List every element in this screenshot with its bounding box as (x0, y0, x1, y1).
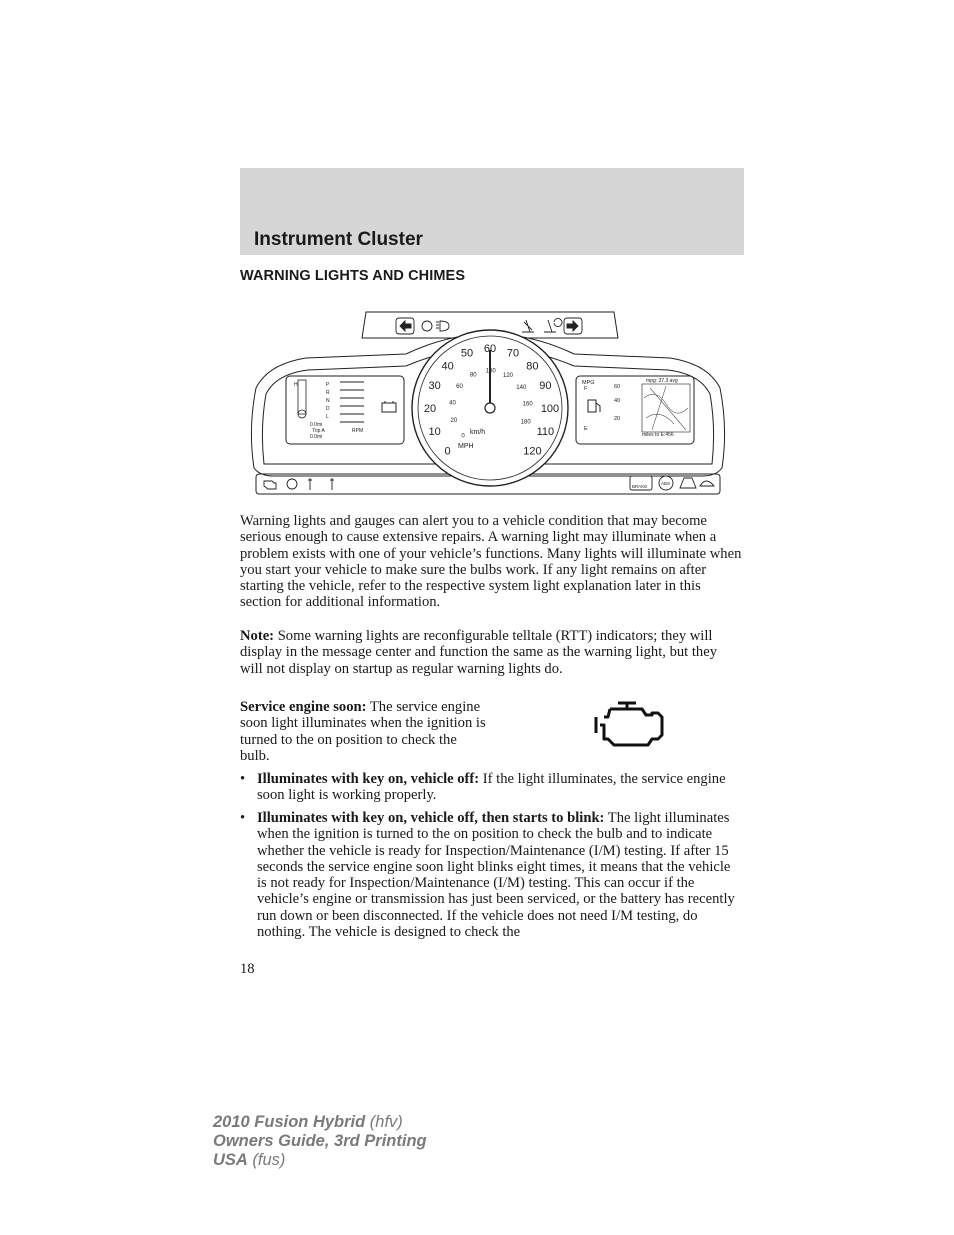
seatbelt-bottom-icon-2 (330, 478, 334, 490)
high-beam-icon (436, 321, 449, 331)
unit-mph: MPH (458, 443, 474, 450)
mpg-tick-40: 40 (614, 398, 621, 404)
page-header-title: Instrument Cluster (254, 229, 423, 250)
footer-model-code: (hfv) (365, 1113, 403, 1131)
trip-value: 0.0mi (310, 434, 323, 440)
header-band (240, 168, 744, 255)
fuel-pump-icon (588, 400, 600, 412)
gear-p: P (326, 382, 330, 388)
bullet-item-key-on-blink (240, 810, 742, 940)
kmh-tick-label: 160 (522, 401, 533, 408)
traction-control-icon (680, 478, 696, 488)
footer-market-code: (fus) (247, 1151, 286, 1169)
bullet-label: Illuminates with key on, vehicle off, then starts to blink: (257, 810, 605, 826)
mpg-label: MPG (582, 380, 595, 386)
kmh-tick-label: 120 (502, 373, 514, 380)
mpg-tick-20: 20 (614, 416, 621, 422)
mph-tick-label: 120 (523, 445, 542, 458)
mpg-tick-60: 60 (614, 384, 621, 390)
tire-pressure-icon (422, 321, 432, 331)
ses-label: Service engine soon: (240, 699, 367, 715)
gear-r: R (326, 390, 330, 396)
page-number: 18 (240, 961, 255, 977)
footer-model: 2010 Fusion Hybrid (213, 1113, 366, 1131)
note-text: Some warning lights are reconfigurable telltale (RTT) indicators; they will display in the message center and function the same as the warning light, but they will not display on startup as regular warning lights do. (240, 628, 718, 677)
unit-kmh: km/h (470, 429, 486, 436)
mph-tick-label: 20 (423, 403, 437, 415)
temp-gauge (298, 380, 306, 414)
footer-market: USA (213, 1151, 248, 1169)
mph-tick-label: 40 (441, 360, 454, 373)
mph-tick-label: 60 (483, 343, 497, 355)
footer-line-3 (213, 1151, 427, 1170)
mph-tick-label: 10 (428, 426, 441, 438)
brake-warning-icon (287, 479, 297, 489)
seatbelt-icon (522, 320, 534, 332)
mph-tick-label: 30 (428, 380, 441, 392)
kmh-tick-label: 60 (456, 383, 463, 390)
mph-tick-label: 100 (540, 403, 560, 415)
gear-l: L (326, 414, 329, 420)
paragraph-intro: Warning lights and gauges can alert you to a vehicle condition that may become serious enough to cause extensive repairs. A warning light may illuminate when a problem exists with one of your vehicle’s functions. Many lights will illuminate when you start your vehicle to make sure the bulbs work. If any light remains on after starting the vehicle, refer to the respective system light explanation later in this section for additional information. (240, 513, 742, 611)
battery-icon (382, 401, 396, 412)
mph-tick-label: 50 (460, 347, 474, 360)
vehicle-icon (700, 481, 714, 486)
mph-tick-label: 90 (539, 380, 552, 392)
kmh-tick-label: 80 (469, 372, 477, 379)
kmh-tick-label: 100 (485, 368, 496, 375)
right-panel (576, 376, 694, 444)
paragraph-service-engine (240, 699, 490, 764)
rpm-label: RPM (352, 428, 364, 434)
mph-tick-label: 110 (536, 426, 555, 438)
bullet-text: The light illuminates when the ignition is turned to the on position to check the bulb and to indicate whether the vehicle is ready for Inspection/Maintenance (I/M) testing. If after 15 seconds the service engine soon light blinks eight times, it means that the vehicle is not ready for Inspection/Maintenance (I/M) testing. This can occur if the vehicle’s engine or transmission has just been serviced, or the battery has recently run down or been disconnected. If the vehicle does not need I/M testing, do nothing. The vehicle is designed to check the (257, 810, 735, 941)
kmh-tick-label: 180 (520, 419, 531, 426)
footer-line-1 (213, 1113, 427, 1132)
navigation-map (642, 384, 690, 432)
bullet-glyph: • (240, 810, 246, 826)
airbag-icon (544, 319, 562, 333)
bullet-label: Illuminates with key on, vehicle off: (257, 771, 480, 787)
instrument-cluster-illustration (246, 308, 730, 498)
fuel-full: F (584, 386, 588, 392)
kmh-tick-label: 0 (461, 433, 465, 440)
kmh-tick-label: 20 (450, 418, 458, 425)
left-temp-h: H (294, 382, 298, 388)
mph-tick-label: 80 (526, 360, 539, 373)
footer-line-2 (213, 1132, 427, 1151)
bullet-glyph: • (240, 771, 246, 787)
bullet-item-key-on (240, 771, 742, 804)
bullet-text: If the light illuminates, the service engine soon light is working properly. (257, 771, 726, 804)
mph-tick-label: 0 (444, 445, 451, 458)
footer (213, 1113, 427, 1170)
gear-n: N (326, 398, 330, 404)
ses-text: The service engine soon light illuminates when the ignition is turned to the on position to check the bulb. (240, 699, 486, 764)
gear-d: D (326, 406, 330, 412)
footer-guide: Owners Guide, 3rd Printing (213, 1132, 427, 1150)
fuel-empty: E (584, 426, 588, 432)
mph-tick-label: 70 (506, 347, 520, 360)
abs-label: ABS (661, 481, 671, 486)
section-title: WARNING LIGHTS AND CHIMES (240, 268, 466, 284)
trip-label: Trip A (312, 428, 325, 434)
miles-readout: miles to E:456 (642, 432, 674, 438)
kmh-tick-label: 140 (516, 385, 527, 391)
trip-odometer: 0.0mi (310, 422, 323, 428)
seatbelt-bottom-icon (308, 478, 312, 490)
brake-label: BRAKE (632, 484, 648, 489)
paragraph-note (240, 628, 742, 677)
note-label: Note: (240, 628, 275, 644)
kmh-tick-label: 40 (449, 400, 456, 407)
mpg-readout: mpg: 37.3 avg (646, 378, 678, 384)
check-engine-icon (264, 481, 276, 489)
check-engine-icon (592, 699, 668, 749)
